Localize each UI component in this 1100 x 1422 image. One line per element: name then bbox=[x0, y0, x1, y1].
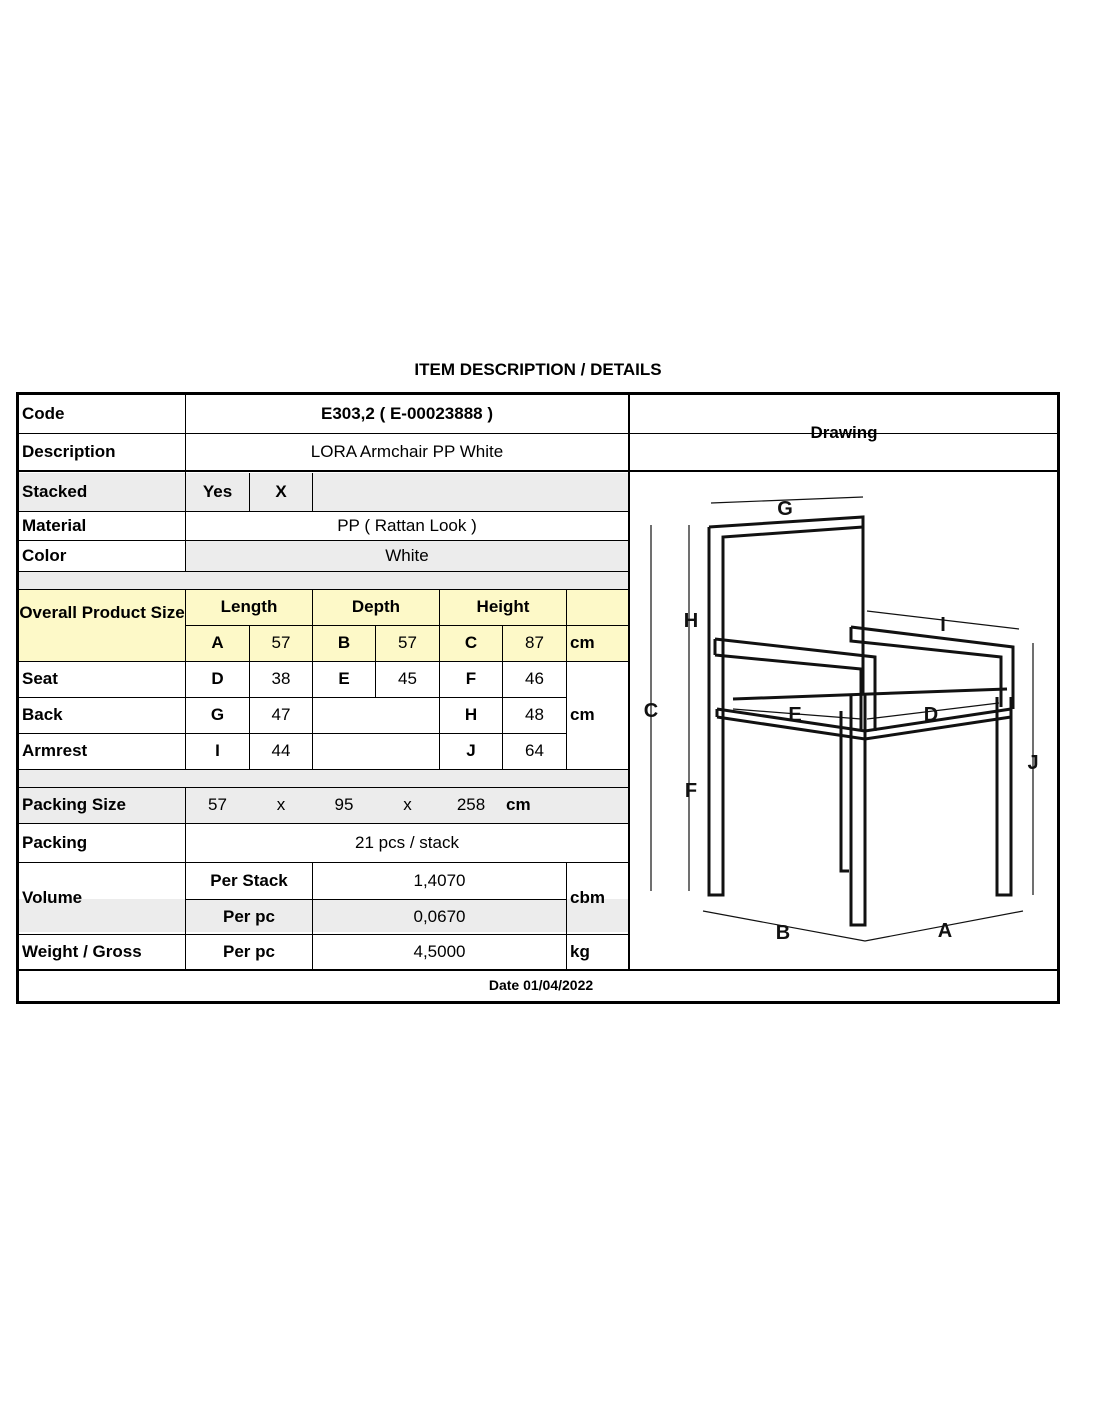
seat-d-value: 38 bbox=[271, 669, 291, 688]
overall-size-label: Overall Product Size bbox=[19, 603, 185, 622]
overall-a-key: A bbox=[211, 633, 224, 652]
volume-unit: cbm bbox=[570, 888, 605, 907]
color-value: White bbox=[385, 546, 429, 565]
overall-b-key: B bbox=[337, 633, 351, 652]
label-i: I bbox=[940, 614, 946, 636]
date-footer: Date 01/04/2022 bbox=[488, 977, 594, 993]
overall-b-value: 57 bbox=[398, 633, 417, 652]
label-f: F bbox=[684, 780, 698, 802]
seat-f-key: F bbox=[465, 669, 477, 688]
code-value: E303,2 ( E-00023888 ) bbox=[320, 404, 493, 423]
packing-size-x1: x bbox=[276, 795, 286, 814]
color-label: Color bbox=[22, 546, 67, 565]
back-g-key: G bbox=[210, 705, 225, 724]
page-title: ITEM DESCRIPTION / DETAILS bbox=[414, 360, 662, 379]
label-a: A bbox=[937, 920, 953, 942]
label-b: B bbox=[775, 922, 791, 944]
depth-header: Depth bbox=[351, 597, 401, 616]
armrest-label: Armrest bbox=[22, 741, 88, 760]
overall-c-key: C bbox=[464, 633, 478, 652]
label-h: H bbox=[683, 610, 699, 632]
overall-a-value: 57 bbox=[271, 633, 291, 652]
volume-per-stack-label: Per Stack bbox=[210, 870, 288, 890]
height-header: Height bbox=[476, 597, 530, 616]
volume-label: Volume bbox=[22, 888, 83, 907]
seat-label: Seat bbox=[22, 669, 58, 688]
spacer-row-2 bbox=[19, 769, 628, 787]
seat-d-key: D bbox=[211, 669, 224, 688]
seat-e-value: 45 bbox=[398, 669, 417, 688]
overall-unit: cm bbox=[570, 633, 595, 652]
label-e: E bbox=[788, 704, 802, 726]
weight-value: 4,5000 bbox=[413, 941, 466, 961]
back-h-key: H bbox=[464, 705, 478, 724]
stacked-label: Stacked bbox=[22, 482, 88, 501]
label-g: G bbox=[777, 498, 793, 520]
weight-per-pc-label: Per pc bbox=[223, 941, 275, 961]
volume-per-pc-value: 0,0670 bbox=[413, 906, 466, 926]
armrest-i-key: I bbox=[215, 741, 220, 760]
stacked-yes: Yes bbox=[202, 482, 233, 501]
armrest-i-value: 44 bbox=[271, 741, 291, 760]
packing-size-x2: x bbox=[403, 795, 412, 814]
back-unit: cm bbox=[570, 705, 595, 724]
overall-c-value: 87 bbox=[525, 633, 544, 652]
weight-unit: kg bbox=[570, 941, 590, 961]
seat-e-key: E bbox=[338, 669, 350, 688]
stacked-mark: X bbox=[275, 482, 287, 501]
weight-label: Weight / Gross bbox=[22, 941, 142, 961]
armrest-j-key: J bbox=[466, 741, 476, 760]
packing-label: Packing bbox=[22, 832, 88, 852]
seat-f-value: 46 bbox=[525, 669, 544, 688]
chair-dimension-drawing bbox=[631, 471, 1057, 967]
drawing-title: Drawing bbox=[810, 423, 878, 442]
packing-size-height: 258 bbox=[456, 795, 486, 814]
label-j: J bbox=[1027, 752, 1039, 774]
description-label: Description bbox=[22, 442, 116, 461]
packing-size-depth: 95 bbox=[334, 795, 354, 814]
packing-size-width: 57 bbox=[208, 795, 227, 814]
back-g-value: 47 bbox=[271, 705, 291, 724]
back-h-value: 48 bbox=[525, 705, 544, 724]
spacer-row-1 bbox=[19, 571, 628, 589]
code-label: Code bbox=[22, 404, 65, 423]
item-details-sheet bbox=[16, 392, 1060, 1004]
label-c: C bbox=[643, 700, 659, 722]
length-header: Length bbox=[220, 597, 278, 616]
back-label: Back bbox=[22, 705, 63, 724]
volume-per-stack-value: 1,4070 bbox=[413, 870, 466, 890]
packing-value: 21 pcs / stack bbox=[355, 832, 459, 852]
armrest-j-value: 64 bbox=[525, 741, 544, 760]
material-value: PP ( Rattan Look ) bbox=[337, 515, 477, 535]
volume-per-pc-label: Per pc bbox=[223, 906, 275, 926]
description-value: LORA Armchair PP White bbox=[310, 442, 504, 461]
packing-size-label: Packing Size bbox=[22, 795, 126, 814]
label-d: D bbox=[923, 704, 939, 726]
material-label: Material bbox=[22, 515, 87, 535]
packing-size-unit: cm bbox=[506, 795, 531, 814]
